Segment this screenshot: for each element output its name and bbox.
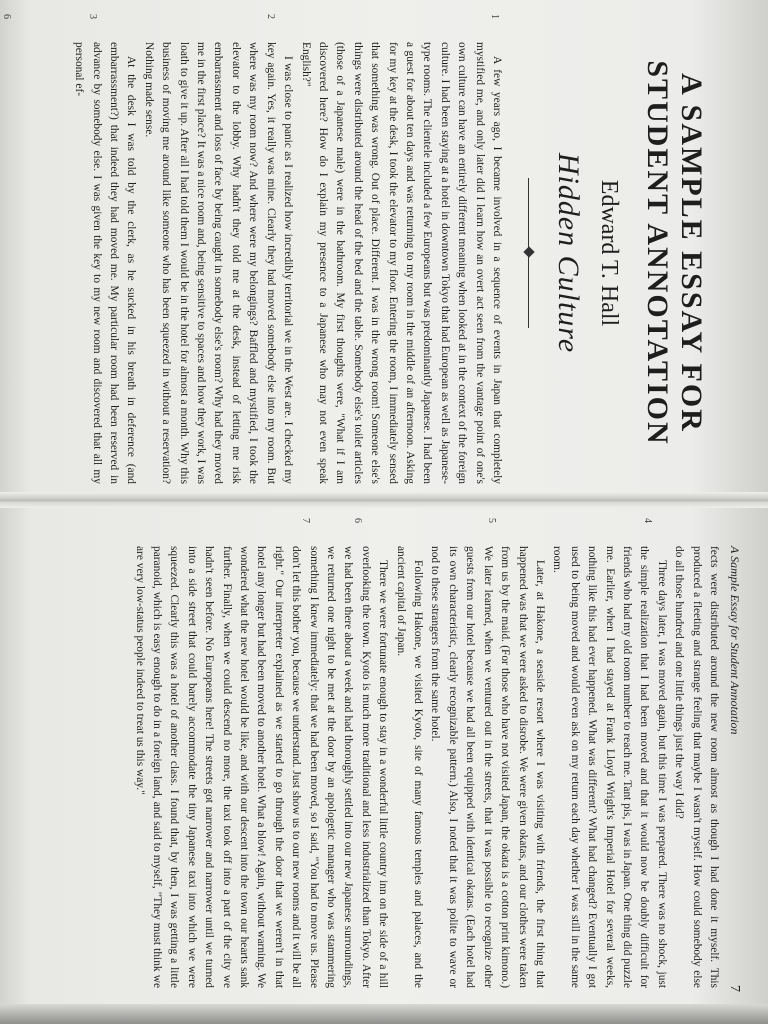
line-number: 5 [486,518,497,523]
page-edge [0,1004,768,1024]
ornament-divider [523,178,533,328]
paragraph: I was close to panic as I realized how incredibly territorial we in the West are. I checked my key again. Yes, it really was mine. Clearly they had moved somebody else into my room. But where was my room now? And where were my belongings? Baffled and mystified, I took the elevator to the lobby. Why hadn't they told me at the desk, instead of letting me risk embarrassment and loss of face by being caught in somebody else's room? Why had they moved me in the first place? It was a nice room and, being sensitive to spaces and how they work, I was loath to give it up. After all I had told them I would be in the hotel for almost a month. Why this business of moving me around like someone who has been squeezed in without a reservation? Nothing made sense. [142,42,295,484]
page-number: 7 [727,985,742,992]
paragraph: At the desk I was told by the clerk, as he sucked in his breath in deference (and embarrassment?) that indeed they had moved me. My particular room had been reserved in advance by somebody else. I was given the key to my new room and discovered that all my personal ef- [73,42,138,484]
paragraph: Following Hakone, we visited Kyoto, site of many famous temples and palaces, and the ancient capital of Japan. [394,546,425,988]
diamond-ornament-icon [523,246,534,257]
right-page-body [130,512,722,1002]
left-page-body [1,8,505,498]
author-name: Edward T. Hall [596,179,622,327]
paragraph: fects were distributed around the new room almost as though I had done it myself. This produced a fleeting and strange feeling that maybe I wasn't myself. How could somebody else do all those hundred and one little things just the way I did? [673,546,720,988]
essay-title-line-1: A SAMPLE ESSAY FOR [675,73,708,433]
running-head: A Sample Essay for Student Annotation [728,546,742,735]
essay-title-line-2: STUDENT ANNOTATION [641,60,674,446]
line-number: 2 [265,14,276,19]
page-header [722,512,748,1002]
line-number: 4 [642,518,653,523]
left-page [1,8,748,498]
paragraph: Later, at Hakone, a seaside resort where I was visiting with friends, the first thing that happened was that we were asked to disrobe. We were given okatas, and our clothes were taken from us by the maid. (For those who have not visited Japan, the okata is a cotton print kimono.) We later learned, when we ventured out in the streets, that it was possible to recognize other guests from our hotel because we had all been equipped with identical okatas. (Each hotel had its own characteristic, clearly recognizable pattern.) Also, I noted that it was polite to wave or nod to these strangers from the same hotel. [429,546,546,988]
essay-subtitle: Hidden Culture [552,152,585,354]
paragraph: A few years ago, I became involved in a sequence of events in Japan that completely mystified me, and only later did I learn how an overt act seen from the vantage point of one's own culture can have an entirely different meaning when looked at in the context of the foreign culture. I had been staying at a hotel in downtown Tokyo that had European as well as Japanese-type rooms. The clientele included a few Europeans but was predominantly Japanese. I had been a guest for about ten days and was returning to my room in the middle of an afternoon. Asking for my key at the desk, I took the elevator to my floor. Entering the room, I immediately sensed that something was wrong. Out of place. Different. I was in the wrong room! Someone else's things were distributed around the head of the bed and the table. Somebody else's toilet articles (those of a Japanese male) were in the bathroom. My first thoughts were, "What if I am discovered here? How do I explain my presence to a Japanese who may not even speak English?" [299,42,503,484]
line-number: 1 [489,14,500,19]
line-number: 3 [87,14,98,19]
right-page [18,512,748,1002]
line-number: 6 [352,518,363,523]
line-number: 6 [1,14,12,19]
line-number: 7 [300,518,311,523]
paragraph: There we were fortunate enough to stay in a wonderful little country inn on the side of a hill overlooking the town. Kyoto is much more traditional and less industrialized than Tokyo. After we had been there about a week and had thoroughly settled into our new Japanese surroundings, we returned one night to be met at the door by an apologetic manager who was stammering something I knew immediately: that we had been moved, so I said, "You had to move us. Please don't let this bother you, because we understand. Just show us to our new rooms and it will be all right." Our interpreter explained as we started to go through the door that we weren't in that hotel any longer but had been moved to another hotel. What a blow! Again, without warning. We wondered what the new hotel would be like, and with our descent into the town our hearts sank further. Finally, when we could descend no more, the taxi took off into a part of the city we hadn't seen before. No Europeans here! The streets got narrower and narrower until we turned into a side street that could barely accommodate the tiny Japanese taxi into which we were squeezed. Clearly this was a hotel of another class. I found that, by then, I was getting a little paranoid, which is easy enough to do in a foreign land, and said to myself, "They must think we are very low-status people indeed to treat us this way." [133,546,390,988]
paragraph: Three days later, I was moved again, but this time I was prepared. There was no shock, just the simple realization that I had been moved and that it would now be doubly difficult for friends who had my old room number to reach me. Tant pis, I was in Japan. One thing did puzzle me. Earlier, when I had stayed at Frank Lloyd Wright's Imperial Hotel for several weeks, nothing like this had ever happened. What was different? What had changed? Eventually I got used to being moved and would even ask on my return each day whether I was still in the same room. [551,546,668,988]
